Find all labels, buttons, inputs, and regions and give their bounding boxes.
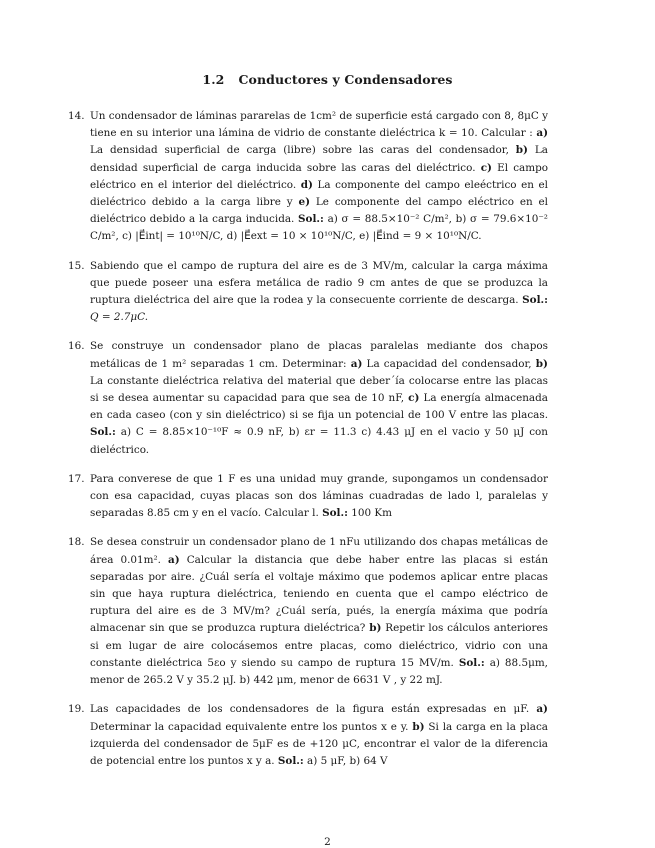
part-label: b) <box>412 720 425 733</box>
problem-list <box>68 108 548 782</box>
solution-text: Q = 2.7μC. <box>90 311 148 324</box>
part-text: La capacidad del condensador, <box>366 357 532 370</box>
solution-label: Sol.: <box>298 213 324 226</box>
part-text: Si la carga en la placa izquierda del condensador de 5μF es de +120 μC, encontrar el valor de la diferencia de potencial entre los puntos x y a. <box>90 720 548 767</box>
problem-number: 14. <box>68 110 85 122</box>
solution-text: a) C = 8.85×10⁻¹⁰F ≈ 0.9 nF, b) εr = 11.3 c) 4.43 μJ en el vacio y 50 μJ con dieléctrico. <box>90 426 548 456</box>
problem-19 <box>68 701 548 770</box>
solution-text: 100 Km <box>351 507 392 520</box>
problem-number: 16. <box>68 340 85 353</box>
solution-label: Sol.: <box>277 754 304 767</box>
problem-intro: Se desea construir un condensador plano de 1 nFu utilizando dos chapas metálicas de área 0.01m². <box>90 536 548 566</box>
solution-text: a) 5 μF, b) 64 V <box>307 754 388 767</box>
part-label: a) <box>168 553 180 566</box>
problem-number: 18. <box>68 536 85 549</box>
part-text: La componente del campo eleéctrico en el dieléctrico debido a la carga libre y <box>90 178 548 209</box>
part-text: Repetir los cálculos anteriores si em lugar de aire colocásemos entre placas, como dieléctrico, vidrio con una constante dieléctrica 5εo y siendo su campo de ruptura 15 MV/m. <box>90 622 548 669</box>
part-text: El campo eléctrico en el interior del dieléctrico. <box>90 161 548 191</box>
problem-14 <box>68 108 548 246</box>
part-label: e) <box>298 196 311 209</box>
problem-number: 17. <box>68 472 85 485</box>
part-label: b) <box>535 357 548 370</box>
problem-18 <box>68 534 548 689</box>
part-label: a) <box>350 357 363 370</box>
section-number: 1.2 <box>202 72 225 87</box>
part-label: c) <box>480 161 492 174</box>
part-text: La energía almacenada en cada caseo (con y sin dieléctrico) si se fija un potencial de 100 V entre las placas. <box>90 392 548 422</box>
problem-number: 19. <box>68 703 85 716</box>
problem-15 <box>68 258 548 327</box>
part-text: La densidad superficial de carga inducida sobre las caras del dieléctrico. <box>90 144 548 174</box>
problem-16 <box>68 338 548 458</box>
page-number: 2 <box>324 836 331 848</box>
problem-text: Para converese de que 1 F es una unidad muy grande, supongamos un condensador con esa capacidad, cuyas placas son dos láminas cuadradas de lado l, paralelas y separadas 8.85 cm y en el vacío. Calcular l. <box>90 472 548 520</box>
part-text: Determinar la capacidad equivalente entre los puntos x e y. <box>90 720 409 733</box>
part-label: a) <box>536 127 548 140</box>
section-heading <box>0 72 655 87</box>
part-label: b) <box>369 622 382 635</box>
part-text: La densidad superficial de carga (libre) sobre las caras del condensador, <box>90 144 509 157</box>
problem-number: 15. <box>68 259 85 272</box>
solution-label: Sol.: <box>458 656 485 669</box>
part-text: Calcular la distancia que debe haber entre las placas si están separadas por aire. ¿Cuál sería el voltaje máximo que podemos aplicar entre placas sin que haya ruptura dieléctrica, teniendo en cuenta que el campo eléctrico de ruptura del aire es de 3 MV/m? ¿Cuál sería, pués, la energía máxima que podría almacenar sin que se produzca ruptura dieléctrica? <box>90 553 549 635</box>
part-label: b) <box>515 144 528 157</box>
part-label: a) <box>536 703 548 716</box>
part-label: d) <box>300 178 313 191</box>
part-label: c) <box>408 392 420 405</box>
problem-17 <box>68 471 548 523</box>
problem-intro: Las capacidades de los condensadores de la figura están expresadas en μF. <box>90 703 530 716</box>
solution-label: Sol.: <box>90 426 116 439</box>
solution-label: Sol.: <box>322 507 348 520</box>
solution-label: Sol.: <box>522 294 548 307</box>
problem-intro: Un condensador de láminas pararelas de 1cm² de superficie está cargado con 8, 8μC y tiene en su interior una lámina de vidrio de constante dieléctrica k = 10. Calcular : <box>90 110 548 140</box>
solution-text: a) 88.5μm, menor de 265.2 V y 35.2 μJ. b) 442 μm, menor de 6631 V , y 22 mJ. <box>90 656 548 687</box>
part-text: Le componente del campo eléctrico en el dieléctrico debido a la carga inducida. <box>90 196 549 226</box>
solution-text: a) σ = 88.5×10⁻² C/m², b) σ = 79.6×10⁻² C/m², c) |E⃗int| = 10¹⁰N/C, d) |E⃗ext = 10 × 10¹⁰N/C, e) |E⃗ind = 9 × 10¹⁰N/C. <box>90 213 548 243</box>
part-text: La constante dieléctrica relativa del material que deber´ía colocarse entre las placas si se desea aumentar su capacidad para que sea de 10 nF, <box>90 374 548 405</box>
problem-text: Sabiendo que el campo de ruptura del aire es de 3 MV/m, calcular la carga máxima que puede poseer una esfera metálica de radio 9 cm antes de que se produzca la ruptura dieléctrica del aire que la rodea y la consecuente corriente de descarga. <box>90 259 548 307</box>
problem-intro: Se construye un condensador plano de placas paralelas mediante dos chapos metálicas de 1 m² separadas 1 cm. Determinar: <box>90 340 548 370</box>
section-title: Conductores y Condensadores <box>238 72 453 87</box>
